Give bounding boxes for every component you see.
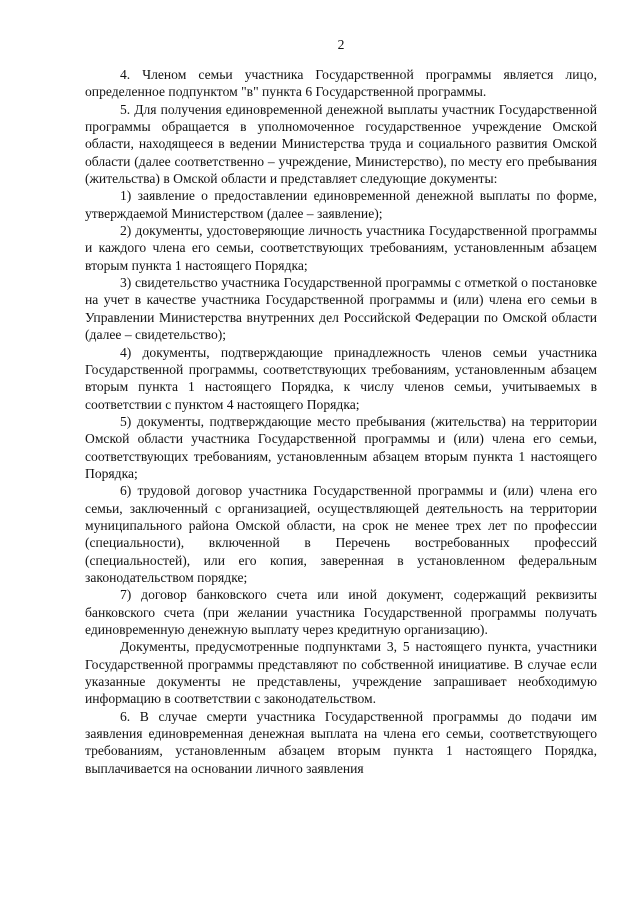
paragraph-item-6: 6. В случае смерти участника Государственной программы до подачи им заявления единовременная денежная выплата на члена его семьи, соответствующего требованиям, установленным абзацем вторым пункта 1 настоящего Порядка, выплачивается на основании личного заявления xyxy=(85,708,597,776)
subitem-1-application: 1) заявление о предоставлении единовременной денежной выплаты по форме, утверждаемой Министерством (далее – заявление); xyxy=(85,188,597,221)
paragraph-item-4: 4. Членом семьи участника Государственной программы является лицо, определенное подпунктом "в" пункта 6 Государственной программы. xyxy=(85,67,597,100)
subitem-5-residence-documents: 5) документы, подтверждающие место пребывания (жительства) на территории Омской области участника Государственной программы и (или) члена его семьи, соответствующих требованиям, установленным абзацем вторым пункта 1 настоящего Порядка; xyxy=(85,413,597,481)
subitem-3-certificate: 3) свидетельство участника Государственной программы с отметкой о постановке на учет в качестве участника Государственной программы и (или) члена его семьи в Управлении Министерства внутренних дел Российской Федерации по Омской области (далее – свидетельство); xyxy=(85,275,597,343)
paragraph-documents-note: Документы, предусмотренные подпунктами 3, 5 настоящего пункта, участники Государственной программы представляют по собственной инициативе. В случае если указанные документы не представлены, учреждение запрашивает необходимую информацию в соответствии с законодательством. xyxy=(85,639,597,707)
subitem-6-labor-contract: 6) трудовой договор участника Государственной программы и (или) члена его семьи, заключенный с организацией, осуществляющей деятельность на территории муниципального района Омской области, на срок не менее трех лет по профессии (специальности), включенной в Перечень востребованных профессий (специальностей), или его копия, заверенная в установленном федеральным законодательством порядке; xyxy=(85,483,597,585)
subitem-2-identity-documents: 2) документы, удостоверяющие личность участника Государственной программы и каждого члена его семьи, соответствующих требованиям, установленным абзацем вторым пункта 1 настоящего Порядка; xyxy=(85,223,597,273)
document-page xyxy=(85,36,597,777)
subitem-7-bank-account: 7) договор банковского счета или иной документ, содержащий реквизиты банковского счета (при желании участника Государственной программы получать единовременную денежную выплату через кредитную организацию). xyxy=(85,587,597,637)
subitem-4-family-documents: 4) документы, подтверждающие принадлежность членов семьи участника Государственной программы, соответствующих требованиям, установленным абзацем вторым пункта 1 настоящего Порядка, к числу членов семьи, учитываемых в соответствии с пунктом 4 настоящего Порядка; xyxy=(85,344,597,412)
paragraph-item-5: 5. Для получения единовременной денежной выплаты участник Государственной программы обращается в уполномоченное государственное учреждение Омской области, находящееся в ведении Министерства труда и социального развития Омской области (далее соответственно – учреждение, Министерство), по месту его пребывания (жительства) в Омской области и представляет следующие документы: xyxy=(85,101,597,187)
page-number: 2 xyxy=(337,37,345,52)
